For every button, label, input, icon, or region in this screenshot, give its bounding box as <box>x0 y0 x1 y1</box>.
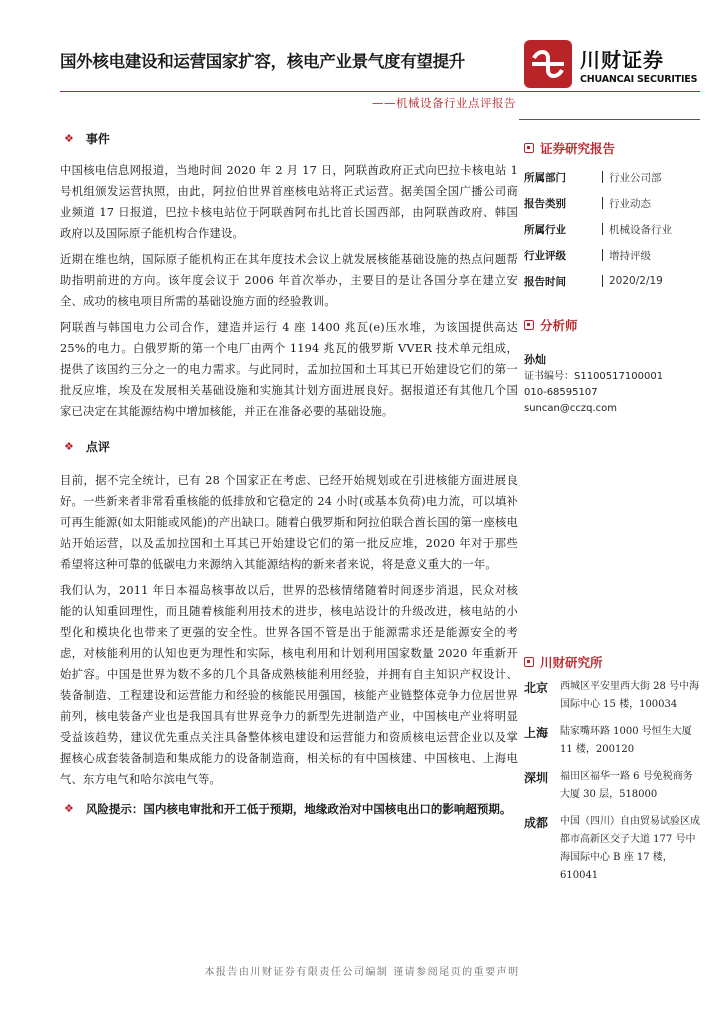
report-subtitle: ——机械设备行业点评报告 <box>372 96 516 110</box>
diamond-bullet-icon: ❖ <box>64 439 74 453</box>
event-paragraph: 中国核电信息网报道，当地时间 2020 年 2 月 17 日，阿联酋政府正式向巴拉卡核电站 1 号机组颁发运营执照，由此，阿拉伯世界首座核电站将正式运营。据美国全国广播公司商业频道 17 日报道，巴拉卡核电站位于阿联酋阿布扎比首长国西部，由阿联酋政府、韩国政府以及国际原子能机构合作建设。 <box>60 164 518 240</box>
analyst-icon <box>524 320 534 330</box>
diamond-bullet-icon: ❖ <box>64 131 74 145</box>
institute-icon <box>524 657 534 667</box>
header-divider <box>60 91 700 92</box>
info-row-department: 所属部门 行业公司部 <box>524 171 662 184</box>
logo-english-name: CHUANCAI SECURITIES <box>580 74 698 85</box>
info-row-industry: 所属行业 机械设备行业 <box>524 223 672 236</box>
analyst-name: 孙灿 <box>524 353 546 366</box>
report-icon <box>524 143 534 153</box>
event-paragraph: 近期在维也纳，国际原子能机构正在其年度技术会议上就发展核能基础设施的热点问题帮助指明前进的方向。该年度会议于 2006 年首次举办，主要目的是让各国分享在建立安全、成功的核电项目所需的基础设施方面的经验教训。 <box>60 253 518 308</box>
analyst-phone: 010-68595107 <box>524 387 598 398</box>
risk-warning <box>60 798 518 820</box>
event-heading-label: 事件 <box>85 131 110 146</box>
page-footer: 本报告由川财证券有限责任公司编制 谨请参阅尾页的重要声明 <box>204 967 520 978</box>
subtitle-divider <box>519 119 700 120</box>
chuancai-logo-icon <box>524 40 572 88</box>
logo-chinese-name: 川财证券 <box>580 48 664 72</box>
institute-shanghai: 上海 陆家嘴环路 1000 号恒生大厦 11 楼，200120 <box>524 726 692 755</box>
institute-panel <box>524 652 702 894</box>
risk-warning-text: 风险提示：国内核电审批和开工低于预期，地缘政治对中国核电出口的影响超预期。 <box>85 802 512 816</box>
report-info-heading: 证券研究报告 <box>524 138 702 158</box>
page-title: 国外核电建设和运营国家扩容，核电产业景气度有望提升 <box>60 52 466 71</box>
event-heading <box>60 128 518 148</box>
analyst-heading: 分析师 <box>524 315 702 335</box>
institute-beijing: 北京 西城区平安里西大街 28 号中海国际中心 15 楼，100034 <box>524 681 700 710</box>
info-row-rating: 行业评级 增持评级 <box>524 249 651 262</box>
comment-paragraph: 我们认为，2011 年日本福岛核事故以后，世界的恐核情绪随着时间逐步消退，民众对核能的认知重回理性，而且随着核能利用技术的进步，核电站设计的升级改进，核电站的小型化和模块化也带来了更强的安全性。世界各国不管是出于能源需求还是能源安全的考虑，对核能利用的认知也更为理性和实际，核电利用和计划利用国家数量 2020 年重新开始扩容。中国是世界为数不多的几个具备成熟核能利用经验，并拥有自主知识产权设计、装备制造、工程建设和运营能力和经验的核能民用强国，核能产业链整体竞争力位居世界前列，核电装备产业也是我国具有世界竞争力的新型先进制造产业，中国核电产业将明显受益该趋势，建议优先重点关注具备整体核电建设和运营能力和资质核电运营企业以及掌握核心成套装备制造和集成能力的设备制造商，相关标的有中国核建、中国核电、上海电气、东方电气和哈尔滨电气等。 <box>60 584 518 786</box>
event-paragraph: 阿联酋与韩国电力公司合作，建造并运行 4 座 1400 兆瓦(e)压水堆，为该国提供高达 25%的电力。白俄罗斯的第一个电厂由两个 1194 兆瓦的俄罗斯 VVER 技术单元组成，提供了该国约三分之一的电力需求。与此同时，孟加拉国和土耳其已开始建设它们的第一批反应堆，埃及在发展相关基础设施和实施其计划方面进展良好。据报道还有其他几个国家已决定在其能源结构中增加核能，并正在准备必要的基础设施。 <box>60 321 518 418</box>
analyst-cert: 证书编号：S1100517100001 <box>524 371 664 382</box>
info-row-date: 报告时间 2020/2/19 <box>524 275 663 288</box>
analyst-email[interactable]: suncan@cczq.com <box>524 403 617 414</box>
comment-heading-label: 点评 <box>85 439 110 454</box>
analyst-panel <box>524 315 702 417</box>
institute-heading: 川财研究所 <box>524 652 702 672</box>
report-info-panel <box>524 138 702 294</box>
main-content <box>60 128 518 820</box>
comment-paragraph: 目前，据不完全统计，已有 28 个国家正在考虑、已经开始规划或在引进核能方面进展良好。一些新来者非常看重核能的低排放和它稳定的 24 小时(或基本负荷)电力流，可以填补可再生能源(如太阳能或风能)的产出缺口。随着白俄罗斯和阿拉伯联合酋长国的第一座核电站开始运营，以及孟加拉国和土耳其已开始建设它们的第一批反应堆，2020 年对于那些希望将这种可靠的低碳电力来源纳入其能源结构的新来者来说，将是意义重大的一年。 <box>60 474 518 571</box>
info-row-category: 报告类别 行业动态 <box>524 197 651 210</box>
company-logo <box>524 40 699 96</box>
comment-heading <box>60 436 518 456</box>
institute-chengdu: 成都 中国（四川）自由贸易试验区成都市高新区交子大道 177 号中海国际中心 B 座 17 楼，610041 <box>524 816 700 881</box>
diamond-bullet-icon: ❖ <box>64 802 74 815</box>
institute-shenzhen: 深圳 福田区福华一路 6 号免税商务大厦 30 层，518000 <box>524 771 693 800</box>
